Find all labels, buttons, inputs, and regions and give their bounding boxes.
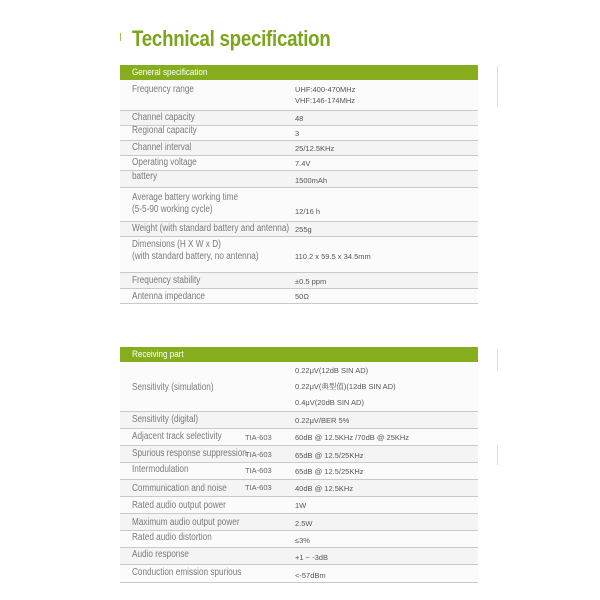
row-label: Rated audio distortion bbox=[132, 532, 212, 543]
row-label: Intermodulation bbox=[132, 464, 189, 475]
row-value: +1 ~ -3dB bbox=[295, 553, 328, 562]
row-label: Sensitivity (simulation) bbox=[132, 382, 214, 393]
table-row bbox=[120, 412, 478, 429]
table-row bbox=[120, 480, 478, 497]
table-row bbox=[120, 362, 478, 412]
row-label: Spurious response suppression bbox=[132, 448, 247, 459]
row-label: Audio response bbox=[132, 549, 189, 560]
table-row bbox=[120, 514, 478, 531]
row-label: Channel interval bbox=[132, 142, 192, 153]
row-value: 48 bbox=[295, 114, 304, 123]
row-value: VHF:146-174MHz bbox=[295, 96, 356, 105]
row-label: Channel capacity bbox=[132, 112, 195, 123]
row-standard: TIA-603 bbox=[245, 450, 272, 459]
table-row bbox=[120, 141, 478, 156]
row-value: 0.22μV(典型值)(12dB SIN AD) bbox=[295, 382, 396, 391]
row-value: 3 bbox=[295, 129, 300, 138]
table-row bbox=[120, 171, 478, 188]
row-label: battery bbox=[132, 171, 158, 182]
row-value: UHF:400-470MHz bbox=[295, 85, 356, 94]
row-value: 12/16 h bbox=[295, 207, 321, 216]
row-value: 110.2 x 59.5 x 34.5mm bbox=[295, 252, 371, 261]
table-row bbox=[120, 548, 478, 565]
row-standard: TIA-603 bbox=[245, 433, 272, 442]
table-row bbox=[120, 497, 478, 514]
row-value: 0.22μV/BER 5% bbox=[295, 416, 350, 425]
row-label: Weight (with standard battery and antenna) bbox=[132, 223, 290, 234]
row-value: 50Ω bbox=[295, 292, 309, 301]
row-label: Average battery working time bbox=[132, 192, 239, 203]
row-label: (5-5-90 working cycle) bbox=[132, 204, 213, 215]
table-row bbox=[120, 156, 478, 171]
row-value: 1500mAh bbox=[295, 176, 328, 185]
section-header: General specification bbox=[120, 65, 478, 80]
rows bbox=[120, 362, 478, 583]
row-value: ±0.5 ppm bbox=[295, 277, 327, 286]
table-row bbox=[120, 463, 478, 480]
table-row bbox=[120, 188, 478, 222]
row-label: Dimensions (H X W x D) bbox=[132, 239, 221, 250]
table-row bbox=[120, 126, 478, 141]
table-row bbox=[120, 289, 478, 304]
row-value: 25/12.5KHz bbox=[295, 144, 335, 153]
table-row bbox=[120, 237, 478, 273]
row-value: 65dB @ 12.5/25KHz bbox=[295, 467, 364, 476]
row-value: 60dB @ 12.5KHz /70dB @ 25KHz bbox=[295, 433, 410, 442]
table-row bbox=[120, 565, 478, 583]
row-value: 7.4V bbox=[295, 159, 311, 168]
row-label: Sensitivity (digital) bbox=[132, 414, 199, 425]
row-label: (with standard battery, no antenna) bbox=[132, 251, 259, 262]
row-value: 65dB @ 12.5/25KHz bbox=[295, 451, 364, 460]
row-value: 0.4μV(20dB SIN AD) bbox=[295, 398, 364, 407]
row-value: 1W bbox=[295, 501, 307, 510]
row-label: Conduction emission spurious bbox=[132, 567, 242, 578]
row-value: 0.22μV(12dB SIN AD) bbox=[295, 366, 369, 375]
divider bbox=[497, 66, 498, 106]
row-label: Antenna impedance bbox=[132, 291, 205, 302]
general-spec-table bbox=[120, 65, 478, 304]
table-row bbox=[120, 273, 478, 289]
table-row bbox=[120, 429, 478, 446]
row-label: Operating voltage bbox=[132, 157, 197, 168]
receiving-part-table bbox=[120, 347, 478, 583]
row-label: Adjacent track selectivity bbox=[132, 431, 222, 442]
row-label: Maximum audio output power bbox=[132, 517, 240, 528]
divider bbox=[497, 350, 498, 370]
row-value: ≤3% bbox=[295, 536, 310, 545]
row-label: Regional capacity bbox=[132, 125, 197, 136]
divider bbox=[497, 445, 498, 465]
row-standard: TIA-603 bbox=[245, 483, 272, 492]
page-title: Technical specification bbox=[132, 26, 331, 51]
row-standard: TIA-603 bbox=[245, 466, 272, 475]
row-label: Frequency range bbox=[132, 84, 194, 95]
section-header: Receiving part bbox=[120, 347, 478, 362]
row-label: Communication and noise bbox=[132, 483, 227, 494]
table-row bbox=[120, 80, 478, 111]
row-label: Frequency stability bbox=[132, 275, 201, 286]
row-label: Rated audio output power bbox=[132, 500, 226, 511]
title-marker bbox=[120, 33, 121, 41]
table-row bbox=[120, 446, 478, 463]
table-row bbox=[120, 531, 478, 548]
table-row bbox=[120, 222, 478, 237]
row-value: 2.5W bbox=[295, 519, 313, 528]
row-value: <-57dBm bbox=[295, 571, 326, 580]
row-value: 255g bbox=[295, 225, 312, 234]
rows bbox=[120, 80, 478, 304]
row-value: 40dB @ 12.5KHz bbox=[295, 484, 354, 493]
